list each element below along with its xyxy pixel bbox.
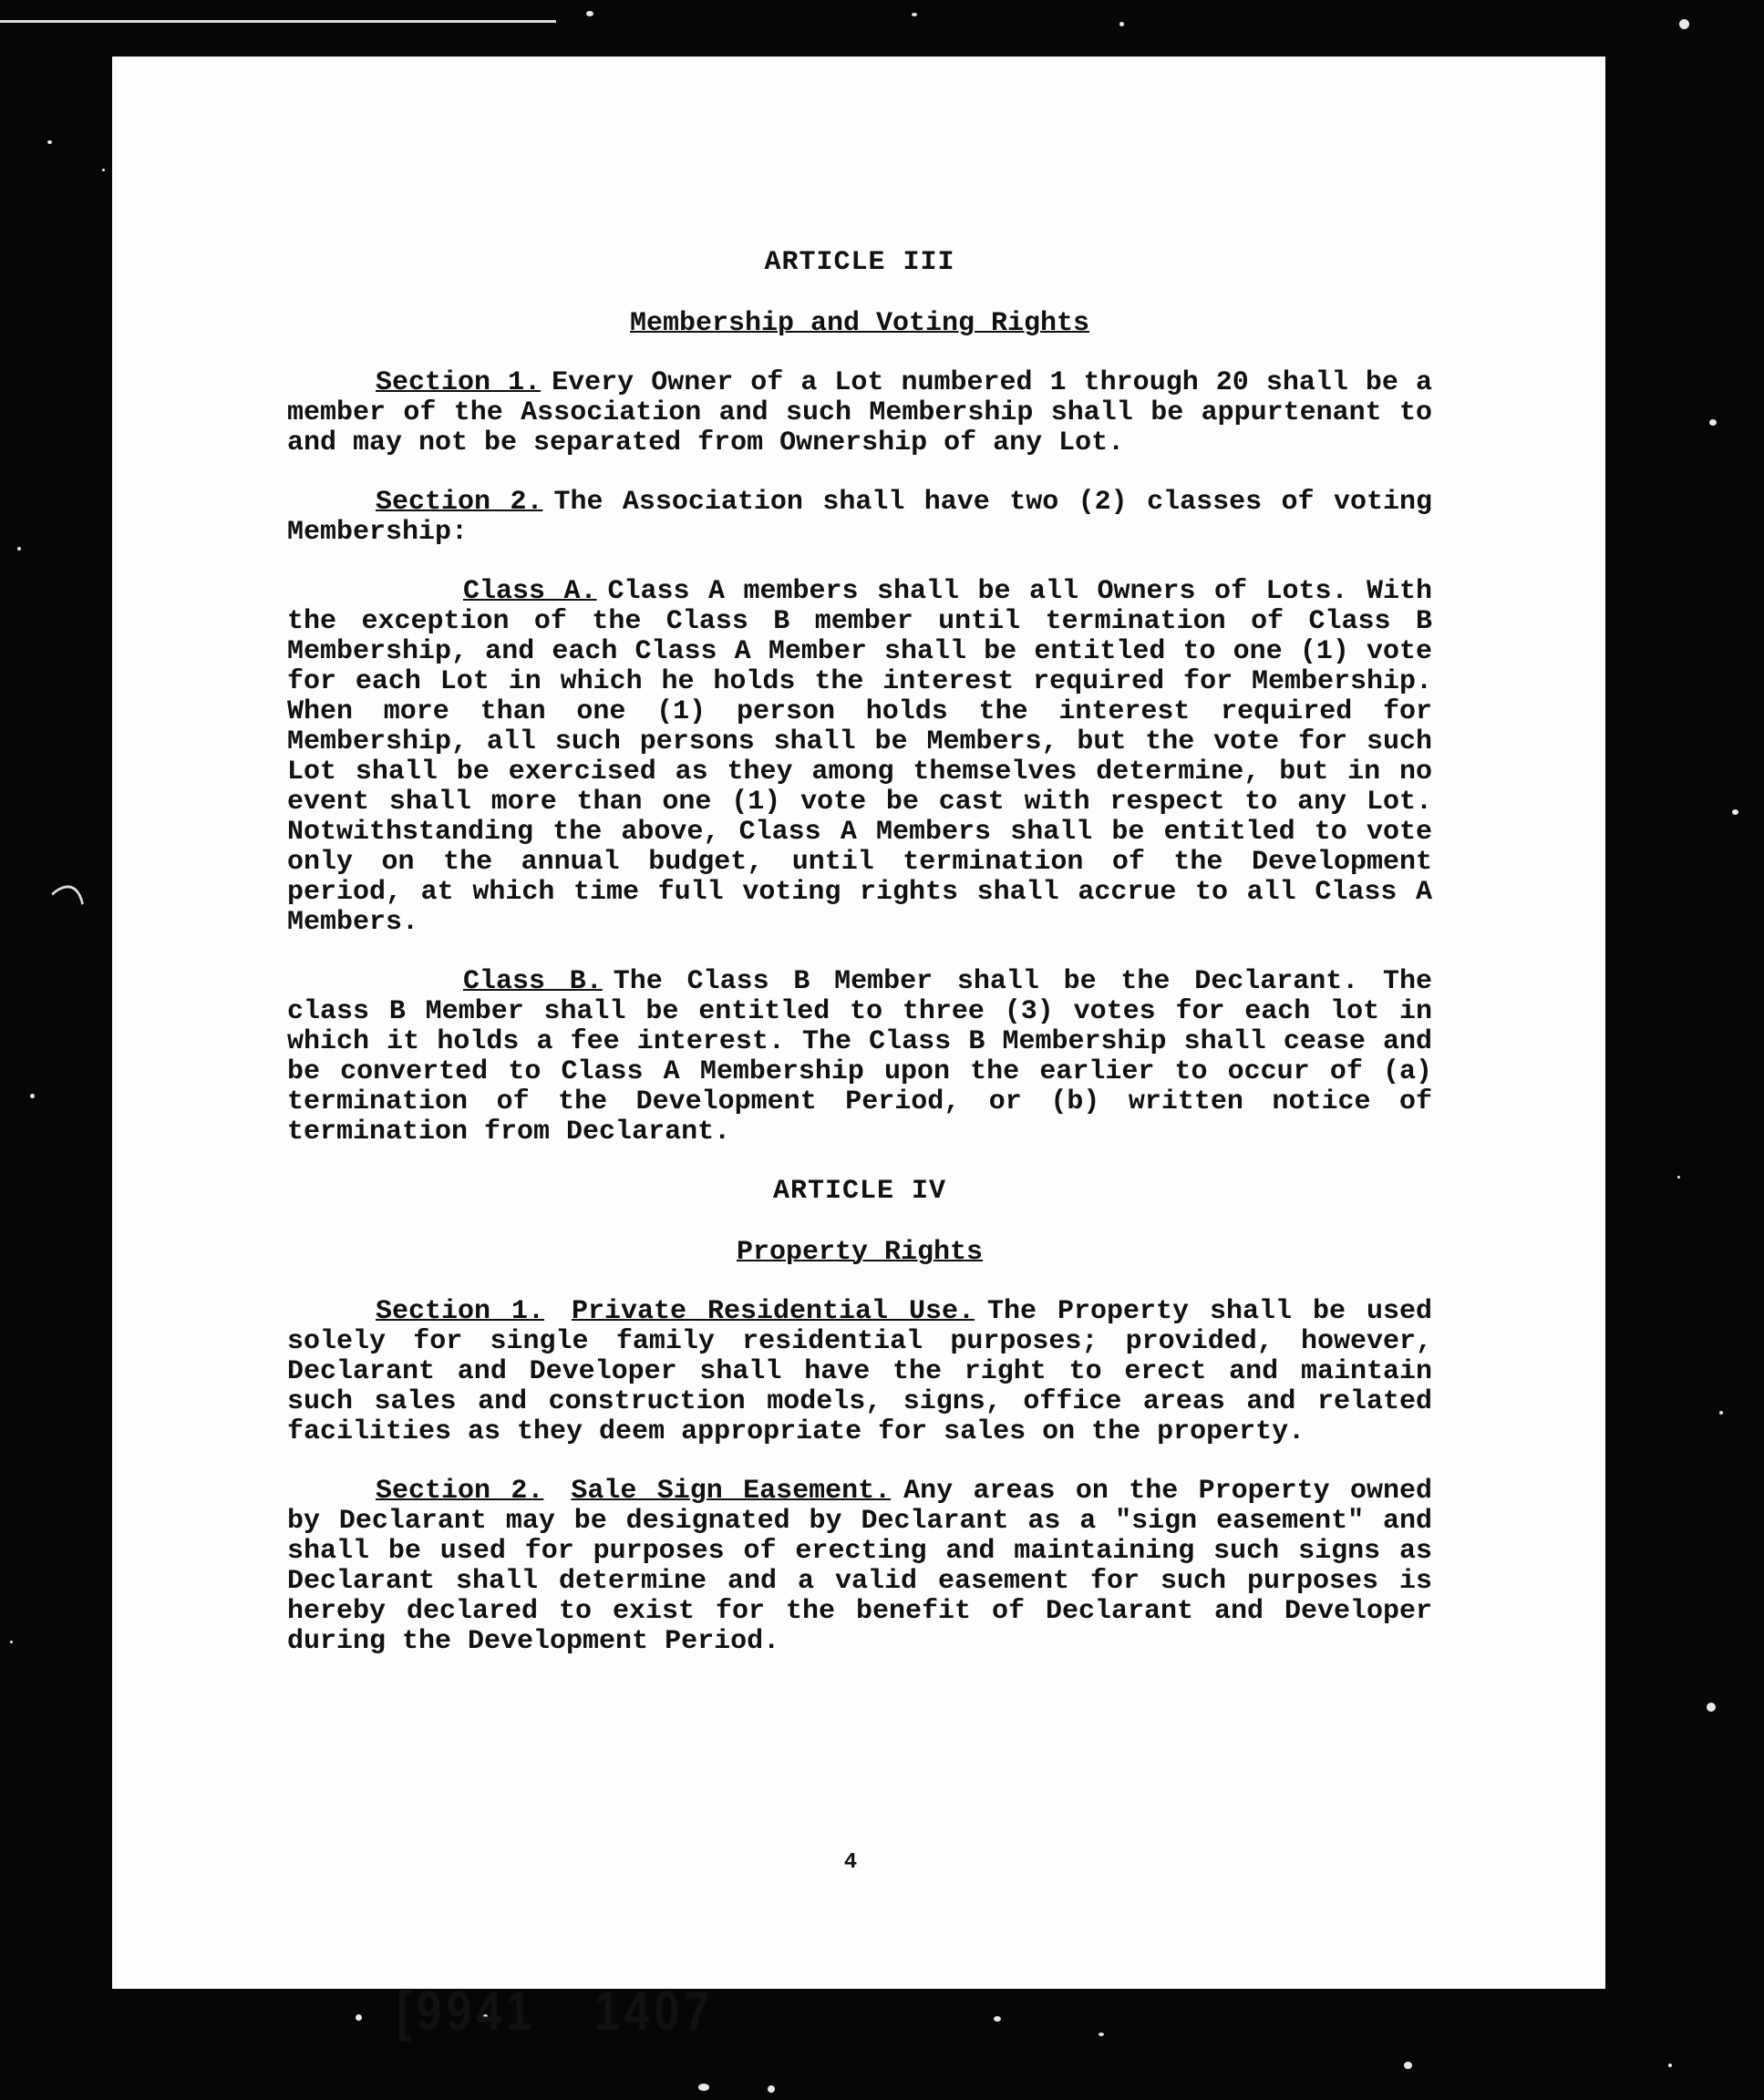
article-iii-section-1 (287, 368, 1432, 458)
article-iii-title: ARTICLE III (764, 247, 955, 278)
section-text: Any areas on the Property owned by Declarant may be designated by Declarant as a "sign easement" and shall be used for purposes of erecting and maintaining such signs as Declarant shall determine and a valid easement for such purposes is hereby declared to exist for the benefit of Declarant and Developer during the Development Period. (287, 1476, 1433, 1657)
scan-speck (1679, 19, 1689, 29)
section-label: Section 1. (376, 367, 542, 398)
article-iv-section-1 (287, 1297, 1432, 1447)
article-iv-title: ARTICLE IV (772, 1176, 947, 1207)
article-iii-section-2 (287, 488, 1432, 548)
scan-speck (356, 2014, 362, 2021)
class-b-text: The Class B Member shall be the Declarant. The class B Member shall be entitled to three (3) votes for each lot in which it holds a fee interest. The Class B Membership shall cease and be converted to Class A Membership upon the earlier to occur of (a) termination of the Development Period, or (b) written notice of termination from Declarant. (287, 966, 1433, 1148)
scan-speck (1707, 1703, 1716, 1712)
scan-speck (768, 2085, 775, 2093)
scan-speck (1719, 1411, 1723, 1415)
scan-speck (994, 2016, 1001, 2022)
article-iv-subtitle: Property Rights (736, 1237, 984, 1268)
scan-speck (586, 11, 593, 16)
scan-speck (698, 2084, 709, 2091)
class-b-paragraph (287, 967, 1432, 1148)
scan-speck (1677, 1176, 1680, 1179)
section-text: The Association shall have two (2) classes of voting Membership: (287, 487, 1432, 548)
stamp-book-number: [9941 (397, 1981, 536, 2043)
scan-speck (1404, 2062, 1412, 2069)
scan-speck (10, 1641, 13, 1643)
article-iii-subtitle: Membership and Voting Rights (629, 308, 1090, 339)
scan-speck (912, 13, 917, 16)
section-text: Every Owner of a Lot numbered 1 through 20 shall be a member of the Association and such Membership shall be appurtenant to and may not be separated from Ownership of any Lot. (287, 367, 1433, 458)
stamp-page-number: 1407 (593, 1981, 715, 2043)
scan-speck (102, 169, 105, 171)
article-iv-section-2 (287, 1477, 1432, 1657)
recording-stamp (397, 1980, 772, 2043)
section-heading: Sale Sign Easement. (571, 1476, 892, 1507)
document-page (112, 57, 1605, 2043)
class-a-paragraph (287, 577, 1432, 938)
class-a-text: Class A members shall be all Owners of Lots. With the exception of the Class B member until termination of Class B Membership, and each Class A Member shall be entitled to one (1) vote for each Lot in which he holds the interest required for Membership. When more than one (1) person holds the interest required for Membership, all such persons shall be Members, but the vote for such Lot shall be exercised as they among themselves determine, but in no event shall more than one (1) vote be cast with respect to any Lot. Notwithstanding the above, Class A Members shall be entitled to vote only on the annual budget, until termination of the Development period, at which time full voting rights shall accrue to all Class A Members. (287, 576, 1432, 938)
section-label: Section 2. (376, 487, 543, 518)
scan-speck (47, 140, 52, 144)
scan-speck (30, 1094, 35, 1098)
section-label: Section 1. (376, 1296, 545, 1327)
document-content (287, 248, 1432, 1686)
scan-speck (1709, 419, 1717, 426)
page-number: 4 (843, 1850, 858, 1875)
scan-speck (1668, 2064, 1672, 2067)
scan-speck (1732, 809, 1738, 815)
class-a-label: Class A. (463, 576, 597, 607)
section-label: Section 2. (376, 1476, 544, 1507)
scan-speck (17, 547, 21, 551)
scan-speck (1119, 22, 1124, 26)
scan-speck (1099, 2033, 1104, 2036)
section-heading: Private Residential Use. (572, 1296, 975, 1327)
class-b-label: Class B. (463, 966, 603, 997)
section-text: The Property shall be used solely for single family residential purposes; provided, however, Declarant and Developer shall have the right to erect and maintain such sales and construction models, signs, office areas and related facilities as they deem appropriate for sales on the property. (287, 1296, 1433, 1447)
scan-scratch (0, 20, 556, 37)
